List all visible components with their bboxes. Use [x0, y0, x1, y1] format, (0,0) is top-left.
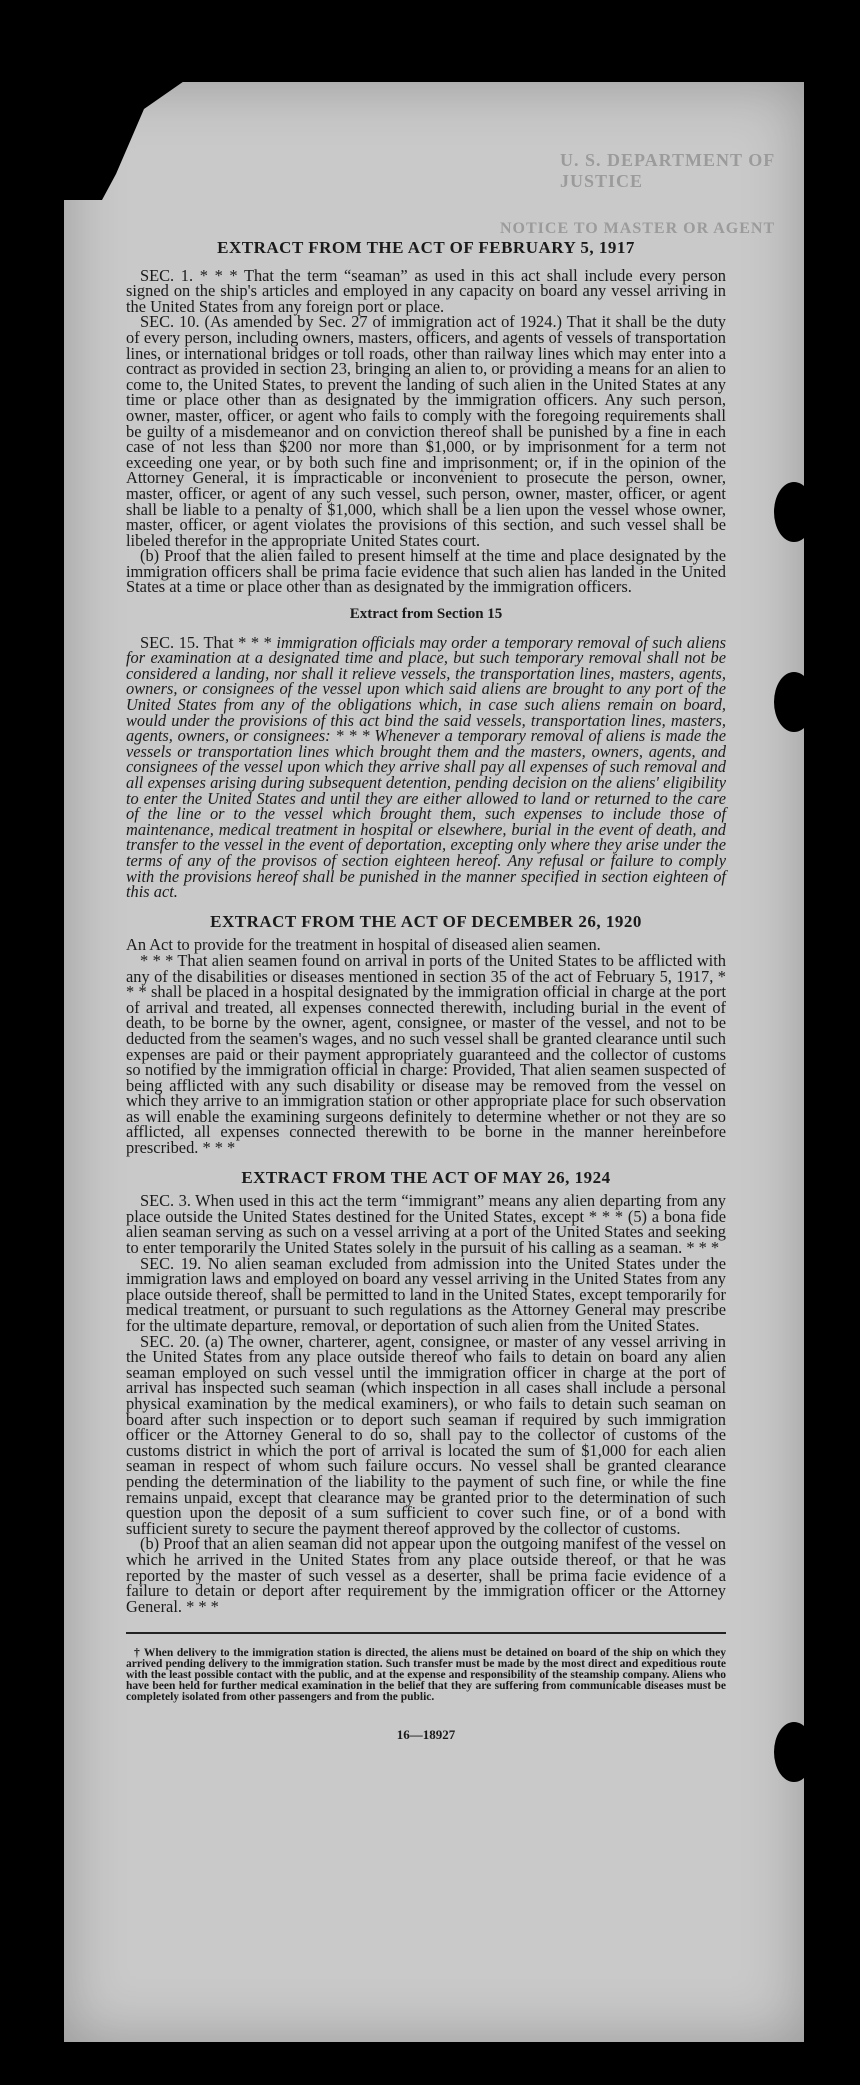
sec-15-body: immigration officials may order a temporary removal of such aliens for examination at a designated time and place, but such temporary removal shall not be considered a landing, nor shall it relieve vessels, the transportation lines, masters, agents, owners, or consignees of the vessel upon which said aliens are brought to any port of the United States from any of the obligations which, in case such aliens remain on board, would under the provisions of this act bind the said vessels, transportation lines, masters, agents, owners, or consignees: * * * Whenever a temporary removal of aliens is made the vessels or transportation lines which brought them and the masters, owners, agents, and consignees of the vessel upon which they arrive shall pay all expenses of such removal and all expenses arising during subsequent detention, pending decision on the aliens' eligibility to enter the United States and until they are either allowed to land or returned to the care of the line or to the vessel which brought them, such expenses to include those of maintenance, medical treatment in hospital or elsewhere, burial in the event of death, and transfer to the vessel in the event of deportation, excepting only where they arise under the terms of any of the provisos of section eighteen hereof. Any refusal or failure to comply with the provisions hereof shall be punished in the manner specified in section eighteen of this act.: [126, 632, 726, 902]
sec-19: SEC. 19. No alien seaman excluded from admission into the United States under the immigration laws and employed on board any vessel arriving in the United States from any place outside thereof, shall be permitted to land in the United States, except temporarily for medical treatment, or pursuant to such regulations as the Attorney General may prescribe for the ultimate departure, removal, or deportation of such alien from the United States.: [126, 1253, 726, 1335]
sec-15: [126, 632, 726, 902]
sec-10: SEC. 10. (As amended by Sec. 27 of immigration act of 1924.) That it shall be the duty of every person, including owners, masters, officers, and agents of vessels of transportation lines, or international bridges or toll roads, other than railway lines which may enter into a contract as provided in section 23, bringing an alien to, or providing a means for an alien to come to, the United States, to prevent the landing of such alien in the United States at any time or place other than as designated by the immigration officers. Any such person, owner, master, officer, or agent who fails to comply with the foregoing requirements shall be guilty of a misdemeanor and on conviction thereof shall be punished by a fine in each case of not less than $200 nor more than $1,000, or by imprisonment for a term not exceeding one year, or by both such fine and imprisonment; or, if in the opinion of the Attorney General, it is impracticable or inconvenient to prosecute the person, owner, master, officer, or agent of any such vessel, such person, owner, master, officer, or agent shall be liable to a penalty of $1,000, which shall be a lien upon the vessel whose owner, master, officer, or agent violates the provisions of this section, and such vessel shall be libeled therefor in the appropriate United States court.: [126, 312, 726, 550]
document-text: [126, 240, 726, 1743]
sec-3: SEC. 3. When used in this act the term “immigrant” means any alien departing from any place outside the United States destined for the United States, except * * * (5) a bona fide alien seaman serving as such on a vessel arriving at a port of the United States and seeking to enter temporarily the United States solely in the pursuit of his calling as a seaman. * * *: [126, 1191, 726, 1258]
binding-notch: [774, 672, 814, 732]
binding-notch: [774, 1722, 814, 1782]
sec-1: SEC. 1. * * * That the term “seaman” as used in this act shall include every person signed on the ship's articles and employed in any capacity on board any vessel arriving in the United States from any foreign port or place.: [126, 265, 726, 316]
act-1920-intro: An Act to provide for the treatment in hospital of diseased alien seamen.: [126, 935, 601, 955]
footnote-divider: [126, 1632, 726, 1634]
act-1920-body: * * * That alien seamen found on arrival in ports of the United States to be afflicted with any of the disabilities or diseases mentioned in section 35 of the act of February 5, 1917, * * * shall be placed in a hospital designated by the immigration official in charge at the port of arrival and treated, all expenses connected therewith, including burial in the event of death, to be borne by the owner, agent, consignee, or master of the vessel, and not to be deducted from the seamen's wages, and no such vessel shall be granted clearance until such expenses are paid or their payment appropriately guaranteed and the collector of customs so notified by the immigration official in charge: Provided, That alien seamen suspected of being afflicted with any such disability or disease may be removed from the vessel on which they arrive to an immigration station or other appropriate place for such observation as will enable the examining surgeons definitely to determine whether or not they are so afflicted, all expenses connected therewith to be borne in the manner hereinbefore prescribed. * * *: [126, 950, 726, 1158]
footnote-text: † When delivery to the immigration station is directed, the aliens must be detained on board of the ship on which they arrived pending delivery to the immigration station. Such transfer must be made by the most direct and expeditious route with the least possible contact with the public, and at the expense and responsibility of the steamship company. Aliens who have been held for further medical examination in the belief that they are suffering from communicable diseases must be completely isolated from other passengers and from the public.: [126, 1647, 726, 1704]
binding-notch: [774, 482, 814, 542]
sec-20-a: SEC. 20. (a) The owner, charterer, agent, consignee, or master of any vessel arriving in the United States from any place outside thereof who fails to detain on board any alien seaman employed on such vessel until the immigration officer in charge at the port of arrival has inspected such seaman (which inspection in all cases shall include a personal physical examination by the medical examiners), or who fails to detain such seaman on board after such inspection or to deport such seaman if required by such immigration officer or the Attorney General to do so, shall pay to the collector of customs of the customs district in which the port of arrival is located the sum of $1,000 for each alien seaman in respect of whom such failure occurs. No vessel shall be granted clearance pending the determination of the liability to the payment of such fine, or while the fine remains unpaid, except that clearance may be granted prior to the determination of such question upon the deposit of a sum sufficient to cover such fine, or of a bond with sufficient surety to secure the payment thereof approved by the collector of customs.: [126, 1331, 726, 1538]
sec-10-b: (b) Proof that the alien failed to present himself at the time and place designated by the immigration officers shall be prima facie evidence that such alien has landed in the United States at a time or place other than as designated by the immigration officers.: [126, 546, 726, 597]
sec-20-b: (b) Proof that an alien seaman did not appear upon the outgoing manifest of the vessel on which he arrived in the United States from any place outside thereof, or that he was reported by the master of such vessel as a deserter, shall be prima facie evidence of a failure to detain or deport after requirement by the immigration officer or the Attorney General. * * *: [126, 1534, 726, 1616]
subtitle-section-15: Extract from Section 15: [349, 606, 503, 623]
title-1924: EXTRACT FROM THE ACT OF MAY 26, 1924: [241, 1167, 611, 1187]
footnote: [126, 1648, 726, 1703]
title-1920: EXTRACT FROM THE ACT OF DECEMBER 26, 1920: [210, 911, 642, 931]
faint-header-right: U. S. DEPARTMENT OF JUSTICE: [560, 150, 775, 191]
faint-header-left: NOTICE TO MASTER OR AGENT: [500, 220, 776, 237]
title-1917: EXTRACT FROM THE ACT OF FEBRUARY 5, 1917: [217, 238, 635, 257]
sec-15-lead: SEC. 15. That * * *: [140, 632, 272, 652]
form-code: 16—18927: [396, 1727, 456, 1743]
